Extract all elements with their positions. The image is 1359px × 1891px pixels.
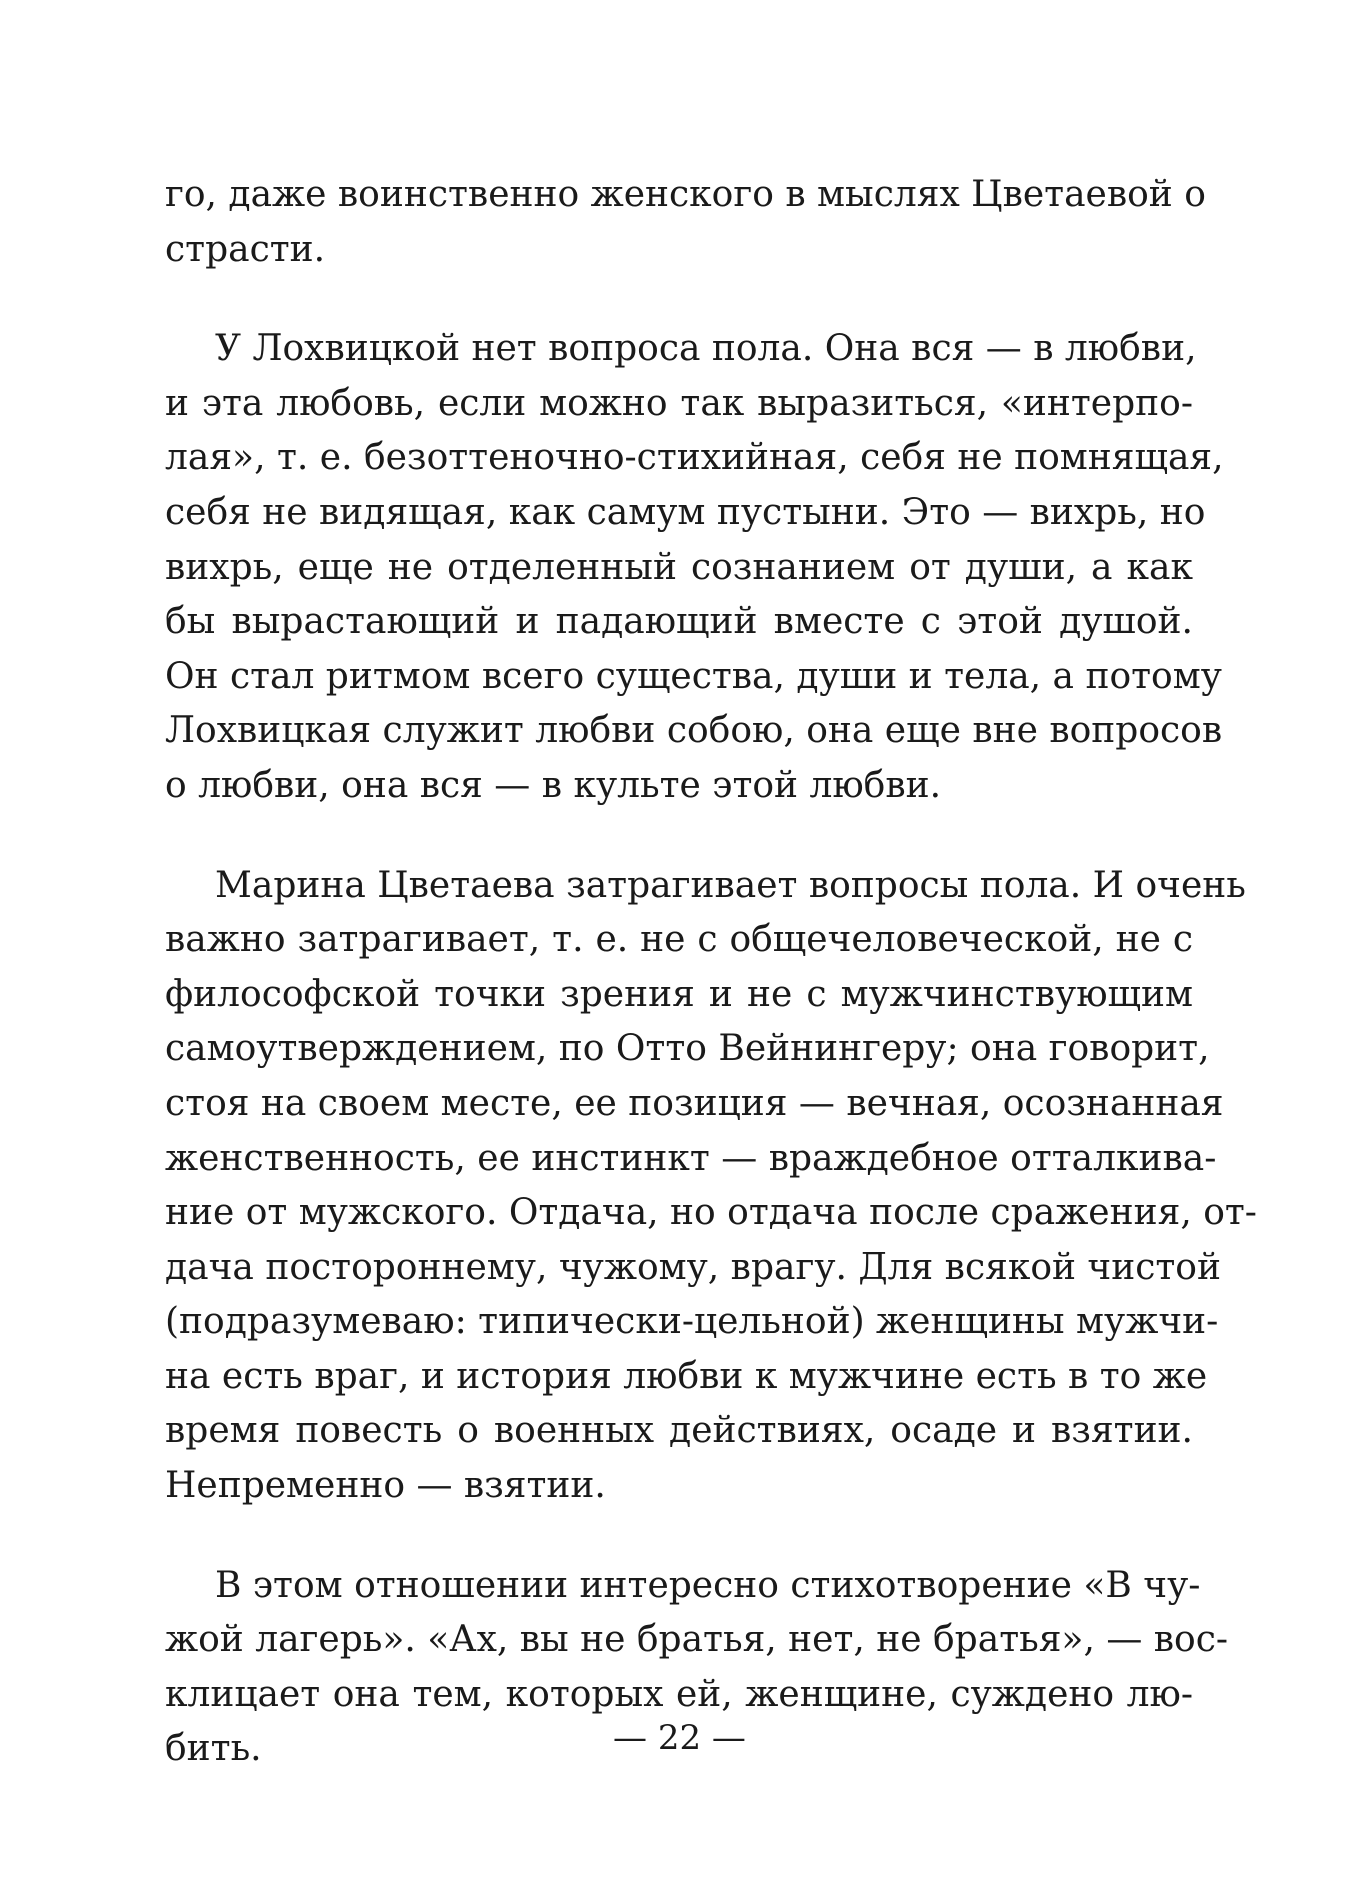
text-line: жой лагерь». «Ах, вы не братья, нет, не братья», — вос- xyxy=(165,1619,1229,1661)
text-line: В этом отношении интересно стихотворение «В чу- xyxy=(215,1564,1201,1606)
text-line: Лохвицкая служит любви собою, она еще вне вопросов xyxy=(165,710,1223,752)
page-number: — 22 — xyxy=(613,1718,746,1758)
paragraph-spacer xyxy=(165,814,1193,859)
paragraph-spacer xyxy=(165,277,1193,322)
paragraph-lokhvitskaya xyxy=(165,322,1224,813)
text-line: лая», т. е. безоттеночно-стихийная, себя не помнящая, xyxy=(165,437,1224,479)
text-line: бы вырастающий и падающий вместе с этой душой. xyxy=(165,601,1193,643)
text-line: дача постороннему, чужому, врагу. Для всякой чистой xyxy=(165,1246,1221,1288)
text-line: о любви, она вся — в культе этой любви. xyxy=(165,764,942,806)
text-line: на есть враг, и история любви к мужчине есть в то же xyxy=(165,1355,1208,1397)
text-line: философской точки зрения и не с мужчинствующим xyxy=(165,973,1193,1015)
text-line: бить. xyxy=(165,1728,262,1770)
text-line: себя не видящая, как самум пустыни. Это — вихрь, но xyxy=(165,491,1206,533)
text-line: самоутверждением, по Отто Вейнингеру; она говорит, xyxy=(165,1028,1210,1070)
text-line: (подразумеваю: типически-цельной) женщины мужчи- xyxy=(165,1301,1219,1343)
text-line: Марина Цветаева затрагивает вопросы пола. И очень xyxy=(215,864,1246,906)
text-line: вихрь, еще не отделенный сознанием от души, а как xyxy=(165,546,1193,588)
text-line: У Лохвицкой нет вопроса пола. Она вся — в любви, xyxy=(215,328,1197,370)
paragraph-tsvetaeva xyxy=(165,859,1257,1514)
body-text xyxy=(165,168,1257,1777)
text-line: время повесть о военных действиях, осаде и взятии. xyxy=(165,1410,1193,1452)
text-line: важно затрагивает, т. е. не с общечеловеческой, не с xyxy=(165,919,1193,961)
paragraph-continuation xyxy=(165,168,1206,277)
text-line: Непременно — взятии. xyxy=(165,1465,606,1507)
paragraph-spacer xyxy=(165,1514,1193,1559)
text-line: женственность, ее инстинкт — враждебное отталкива- xyxy=(165,1137,1217,1179)
text-line: стоя на своем месте, ее позиция — вечная, осознанная xyxy=(165,1082,1224,1124)
text-line: Он стал ритмом всего существа, души и тела, а потому xyxy=(165,655,1222,697)
text-line: и эта любовь, если можно так выразиться, «интерпо- xyxy=(165,382,1193,424)
text-line: го, даже воинственно женского в мыслях Цветаевой о xyxy=(165,174,1206,215)
text-line: ние от мужского. Отдача, но отдача после сражения, от- xyxy=(165,1192,1257,1234)
text-line: страсти. xyxy=(165,228,326,270)
text-line: клицает она тем, которых ей, женщине, суждено лю- xyxy=(165,1673,1193,1715)
